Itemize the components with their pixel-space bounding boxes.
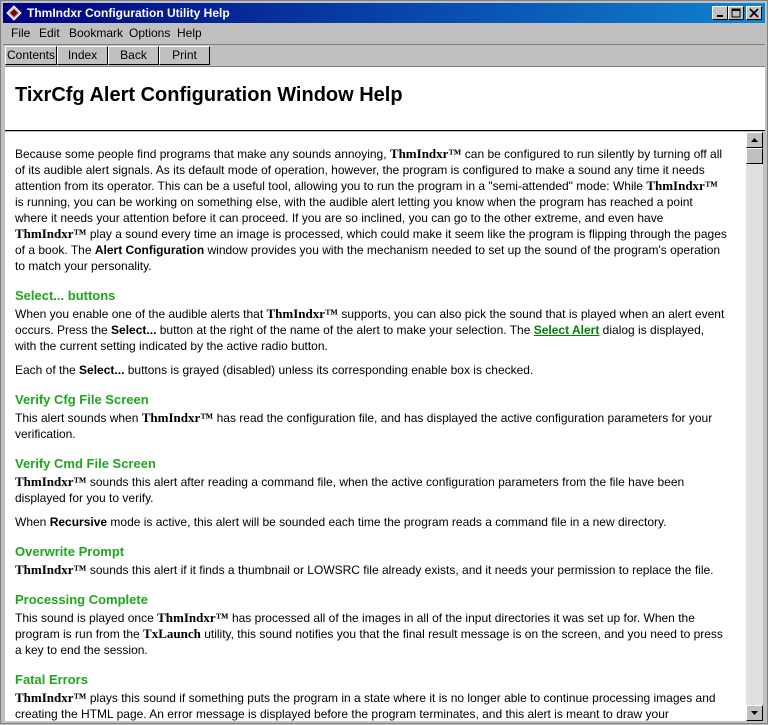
text-run: dialog is displayed, with the current setting indicated by the active radio button. bbox=[15, 323, 705, 353]
text-run: When bbox=[15, 515, 50, 529]
title-bar[interactable] bbox=[3, 3, 765, 23]
window-title: ThmIndxr Configuration Utility Help bbox=[27, 6, 230, 20]
maximize-icon bbox=[730, 8, 742, 18]
menu-bookmark[interactable]: Bookmark bbox=[69, 26, 124, 40]
heading-verify-cmd: Verify Cmd File Screen bbox=[15, 456, 156, 471]
menu-options[interactable]: Options bbox=[129, 26, 171, 40]
text-run: sounds this alert after reading a command file, when the active configuration parameters from the file have been displayed for you to verify. bbox=[15, 475, 685, 505]
text-run: has read the configuration file, and has displayed the active configuration parameters for your verification. bbox=[15, 411, 713, 441]
product-name: ThmIndxr™ bbox=[141, 410, 214, 425]
scroll-thumb[interactable] bbox=[746, 148, 763, 164]
product-name: ThmIndxr™ bbox=[15, 562, 87, 577]
arrow-up-icon bbox=[747, 133, 762, 147]
minimize-icon bbox=[714, 8, 726, 18]
menu-bar bbox=[3, 24, 765, 43]
text-run: plays this sound if something puts the program in a state where it is no longer able to continue processing images and creating the HTML page. An error message is displayed before the program terminates, and this alert is meant to draw your bbox=[15, 691, 716, 721]
product-name: ThmIndxr™ bbox=[646, 178, 718, 193]
select-alert-link[interactable]: Select Alert bbox=[533, 323, 600, 337]
text-run: is running, you can be working on something else, with the audible alert letting you know when the program has reached a point where it needs your attention before it can proceed. If you are so inclined, you can go to the other extreme, and even have bbox=[15, 195, 693, 225]
menu-edit[interactable]: Edit bbox=[39, 26, 60, 40]
verify-cmd-paragraph-2 bbox=[15, 514, 727, 530]
scroll-down-button[interactable] bbox=[746, 705, 763, 721]
text-run: Each of the bbox=[15, 363, 80, 377]
index-button[interactable]: Index bbox=[57, 46, 108, 65]
verify-cmd-paragraph bbox=[15, 474, 727, 506]
text-run: has processed all of the images in all of the input directories it was set up for. When the program is run from the bbox=[15, 611, 695, 641]
help-button-bar bbox=[3, 44, 765, 67]
text-run: mode is active, this alert will be sounded each time the program reads a command file in a new directory. bbox=[107, 515, 667, 529]
help-book-icon bbox=[6, 5, 22, 21]
page-title: TixrCfg Alert Configuration Window Help bbox=[15, 84, 403, 106]
product-name: ThmIndxr™ bbox=[157, 610, 229, 625]
text-run: button at the right of the name of the alert to make your selection. The bbox=[156, 323, 534, 337]
select-paragraph-2 bbox=[15, 362, 727, 378]
text-run: This sound is played once bbox=[15, 611, 158, 625]
close-button[interactable] bbox=[746, 6, 762, 20]
verify-cfg-paragraph bbox=[15, 410, 727, 442]
text-run: buttons is grayed (disabled) unless its corresponding enable box is checked. bbox=[124, 363, 534, 377]
heading-overwrite-prompt: Overwrite Prompt bbox=[15, 544, 125, 559]
menu-file[interactable]: File bbox=[11, 26, 31, 40]
minimize-button[interactable] bbox=[712, 6, 728, 20]
arrow-down-icon bbox=[747, 706, 762, 720]
alert-configuration-term: Alert Configuration bbox=[94, 243, 205, 257]
intro-paragraph bbox=[15, 146, 727, 274]
text-run: play a sound every time an image is processed, which could make it seem like the program is flipping through the pages of a book. The bbox=[15, 227, 727, 257]
text-run: Because some people find programs that make any sounds annoying, bbox=[15, 147, 390, 161]
scroll-up-button[interactable] bbox=[746, 132, 763, 148]
txlaunch-term: TxLaunch bbox=[143, 626, 201, 641]
overwrite-paragraph bbox=[15, 562, 727, 578]
product-name: ThmIndxr™ bbox=[15, 474, 87, 489]
menu-help[interactable]: Help bbox=[177, 26, 202, 40]
help-content bbox=[5, 132, 746, 721]
back-button[interactable]: Back bbox=[108, 46, 159, 65]
close-icon bbox=[748, 8, 760, 18]
topic-header bbox=[5, 66, 765, 131]
heading-fatal-errors: Fatal Errors bbox=[15, 672, 88, 687]
text-run: When you enable one of the audible alerts that bbox=[15, 307, 267, 321]
processing-paragraph bbox=[15, 610, 727, 658]
heading-select-buttons: Select... buttons bbox=[15, 288, 116, 303]
text-run: supports, you can also pick the sound that is played when an alert event occurs. Press the bbox=[15, 307, 725, 337]
print-button[interactable]: Print bbox=[159, 46, 210, 65]
text-run: window provides you with the mechanism needed to set up the sound of the program's operation to match your personality. bbox=[15, 243, 721, 273]
heading-processing-complete: Processing Complete bbox=[15, 592, 148, 607]
help-text bbox=[15, 146, 727, 721]
text-run: can be configured to run silently by turning off all of its audible alert signals. As its default mode of operation, however, the program is configured to make a sound any time it needs attention from its operator. This can be a useful tool, allowing you to run the program in a "semi-attended" mode: While bbox=[15, 147, 723, 193]
vertical-scrollbar[interactable] bbox=[746, 132, 763, 721]
contents-button[interactable]: Contents bbox=[5, 46, 57, 65]
select-term: Select... bbox=[111, 323, 157, 337]
select-term: Select... bbox=[79, 363, 125, 377]
select-paragraph bbox=[15, 306, 727, 354]
fatal-paragraph bbox=[15, 690, 727, 721]
text-run: utility, this sound notifies you that the final result message is on the screen, and you need to press a key to end the session. bbox=[15, 627, 723, 657]
recursive-term: Recursive bbox=[49, 515, 108, 529]
product-name: ThmIndxr™ bbox=[15, 690, 87, 705]
text-run: sounds this alert if it finds a thumbnail or LOWSRC file already exists, and it needs your permission to replace the file. bbox=[86, 563, 714, 577]
product-name: ThmIndxr™ bbox=[15, 226, 87, 241]
product-name: ThmIndxr™ bbox=[266, 306, 339, 321]
maximize-button[interactable] bbox=[728, 6, 744, 20]
product-name: ThmIndxr™ bbox=[389, 146, 462, 161]
text-run: This alert sounds when bbox=[15, 411, 142, 425]
heading-verify-cfg: Verify Cfg File Screen bbox=[15, 392, 149, 407]
